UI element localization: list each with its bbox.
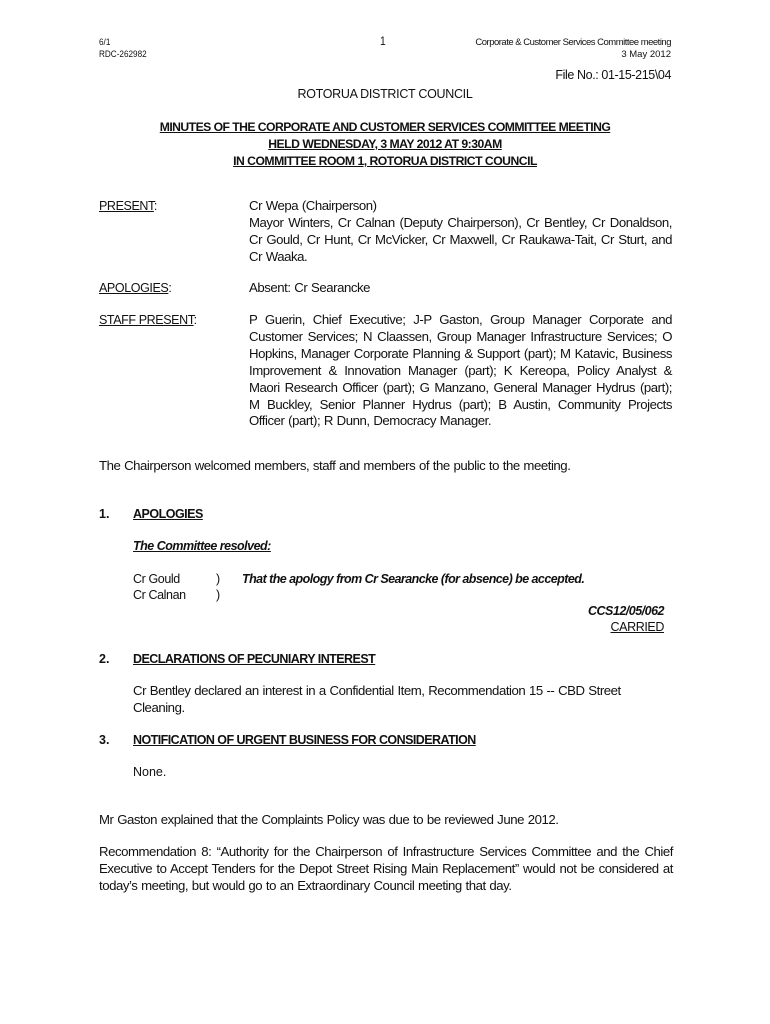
meeting-date: 3 May 2012 xyxy=(621,49,671,60)
present-label xyxy=(99,198,157,215)
header-left xyxy=(99,37,154,61)
apologies-label-text: APOLOGIES xyxy=(99,281,169,295)
document-ref: RDC-262982 xyxy=(99,49,147,60)
resolution-ref: CCS12/05/062 xyxy=(587,604,664,618)
gaston-note: Mr Gaston explained that the Complaints Policy was due to be reviewed June 2012. xyxy=(99,812,559,827)
present-members: Mayor Winters, Cr Calnan (Deputy Chairperson), Cr Bentley, Cr Donaldson, Cr Gould, Cr Hunt, Cr McVicker, Cr Maxwell, Cr Raukawa-Tait, Cr Sturt, and Cr Waaka. xyxy=(249,214,672,264)
mover: Cr Gould xyxy=(133,572,180,586)
file-number: File No.: 01-15-215\04 xyxy=(555,68,671,82)
resolution-status: CARRIED xyxy=(610,620,664,634)
section-2-text: Cr Bentley declared an interest in a Confidential Item, Recommendation 15 -- CBD Street Cleaning. xyxy=(133,683,621,715)
section-2-number: 2. xyxy=(99,652,110,666)
header-right xyxy=(475,37,671,61)
apologies-text: Absent: Cr Searancke xyxy=(249,280,371,295)
bracket-1: ) xyxy=(216,572,221,586)
meeting-name: Corporate & Customer Services Committee meeting xyxy=(475,37,671,48)
staff-colon: : xyxy=(193,313,197,327)
section-1-number: 1. xyxy=(99,507,110,521)
apologies-colon: : xyxy=(168,281,172,295)
staff-list: P Guerin, Chief Executive; J-P Gaston, Group Manager Corporate and Customer Services; N Claassen, Group Manager Infrastructure Services; O Hopkins, Manager Corporate Planning & Support (part); M Katavic, Business Improvement & Innovation Manager (part); K Kereopa, Policy Analyst & Maori Research Officer (part); G Manzano, General Manager Hydrus (part); M Buckley, Senior Planner Hydrus (part); B Austin, Community Projects Officer (part); R Dunn, Democracy Manager. xyxy=(249,312,672,429)
recommendation-note: Recommendation 8: “Authority for the Chairperson of Infrastructure Services Committee and the Chief Executive to Accept Tenders for the Depot Street Rising Main Replacement” would not be considered at today’s meeting, but would go to an Extraordinary Council meeting that day. xyxy=(99,844,673,893)
seconder: Cr Calnan xyxy=(133,588,186,602)
apologies-label xyxy=(99,280,171,297)
council-name: ROTORUA DISTRICT COUNCIL xyxy=(297,87,473,101)
title-line-3: IN COMMITTEE ROOM 1, ROTORUA DISTRICT COUNCIL xyxy=(233,154,537,168)
present-chair: Cr Wepa (Chairperson) xyxy=(249,198,377,213)
section-1-title: APOLOGIES xyxy=(133,507,203,521)
section-2-title: DECLARATIONS OF PECUNIARY INTEREST xyxy=(133,652,376,666)
committee-resolved: The Committee resolved: xyxy=(133,539,271,553)
present-colon: : xyxy=(153,199,157,213)
staff-label xyxy=(99,312,197,329)
section-3-title: NOTIFICATION OF URGENT BUSINESS FOR CONSIDERATION xyxy=(133,733,476,747)
page-number-text: 1 xyxy=(380,34,386,48)
staff-label-text: STAFF PRESENT xyxy=(99,313,194,327)
section-3-number: 3. xyxy=(99,733,110,747)
present-label-text: PRESENT xyxy=(99,199,154,213)
section-3-text: None. xyxy=(133,765,167,779)
document-code: 6/1 xyxy=(99,37,111,48)
title-line-1: MINUTES OF THE CORPORATE AND CUSTOMER SERVICES COMMITTEE MEETING xyxy=(159,120,611,134)
resolution-text: That the apology from Cr Searancke (for absence) be accepted. xyxy=(242,572,585,586)
bracket-2: ) xyxy=(216,588,221,602)
present-list xyxy=(249,198,672,266)
welcome-text: The Chairperson welcomed members, staff and members of the public to the meeting. xyxy=(99,458,571,473)
page-number xyxy=(380,34,387,48)
title-line-2: HELD WEDNESDAY, 3 MAY 2012 AT 9:30AM xyxy=(268,137,502,151)
